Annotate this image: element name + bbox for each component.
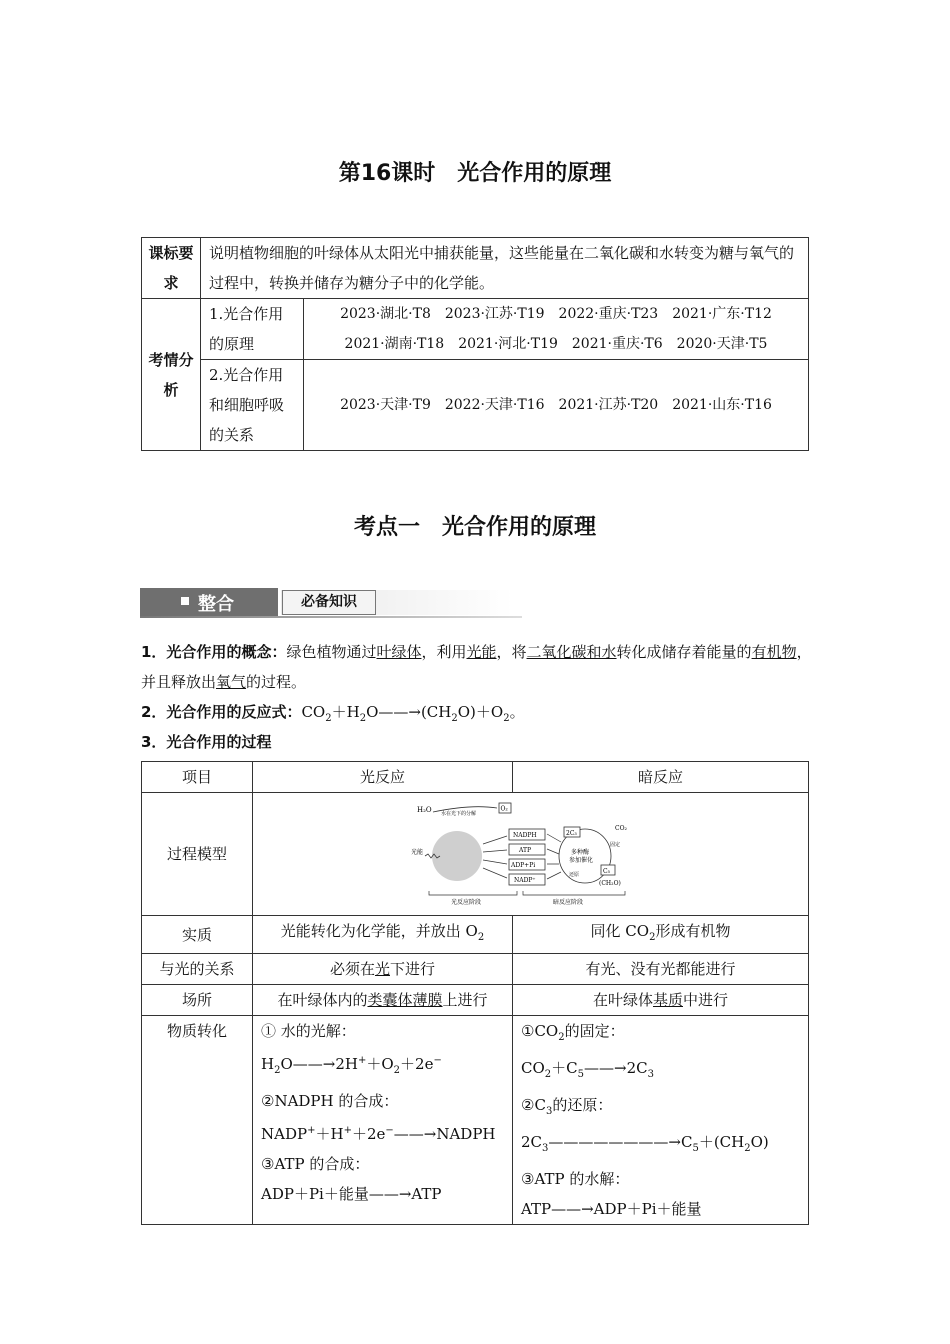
eq: 。: [509, 703, 525, 721]
blank-organic: 有机物: [751, 643, 797, 661]
square-bullet-icon: [181, 597, 189, 605]
text: 绿色植物通过: [286, 643, 377, 661]
light-step3-eq: ADP＋Pi＋能量——→ATP: [261, 1185, 442, 1203]
h2o-label: H₂O: [416, 806, 432, 814]
sub: 2: [274, 1065, 281, 1076]
text: 形成有机物: [655, 922, 731, 940]
row-relation-label: 与光的关系: [142, 954, 253, 985]
sub: 2: [393, 1065, 401, 1076]
enzyme-label-2: 参加催化: [568, 857, 593, 864]
text: 的过程。: [246, 673, 307, 691]
sub: 5: [577, 1069, 585, 1080]
dark-step1-eq: [521, 1053, 800, 1090]
row-model-label: 过程模型: [142, 793, 253, 916]
blank-light: 光: [374, 960, 390, 978]
enzyme-label-1: 多种酶: [570, 849, 589, 856]
blank-thylakoid: 类囊体薄膜: [367, 991, 443, 1009]
blank-co2-water: 二氧化碳和水: [526, 643, 617, 661]
atp-label: ATP: [518, 847, 531, 854]
co2-label: CO₂: [614, 825, 627, 832]
text: 在叶绿体: [592, 991, 653, 1009]
text: 同化 CO: [590, 922, 650, 940]
sub: 3: [542, 1143, 549, 1154]
blank-oxygen: 氧气: [216, 673, 247, 691]
text: ，并且释放出: [141, 643, 812, 691]
dark-step3: ③ATP 的水解：: [521, 1170, 630, 1188]
sup: −: [385, 1125, 394, 1136]
essence-light: [253, 916, 513, 954]
sub: 2: [744, 1143, 751, 1154]
eq-sub: 2: [503, 713, 510, 724]
process-model-cell: [253, 793, 809, 916]
analysis-label: 考情分析: [142, 299, 201, 451]
process-head: 3．光合作用的过程: [141, 733, 272, 751]
banner-label-integrate: 整合: [198, 594, 234, 615]
eq-sub: 2: [451, 713, 458, 724]
nadph-label: NADPH: [512, 832, 537, 839]
c5-label: C₅: [602, 868, 610, 875]
light-step1-eq: [261, 1046, 504, 1086]
sup: +: [357, 1055, 367, 1066]
concept-paragraph: [141, 637, 813, 697]
stage-brackets: [429, 891, 625, 895]
text: 光能转化为化学能，并放出 O: [280, 922, 478, 940]
curriculum-table: [141, 237, 809, 451]
blank-stroma: 基质: [652, 991, 683, 1009]
req-text: 说明植物细胞的叶绿体从太阳光中捕获能量，这些能量在二氧化碳和水转变为糖与氧气的过程中，转换并储存为糖分子中的化学能。: [201, 238, 809, 299]
eq: O)＋O: [457, 703, 504, 721]
blank-light-energy: 光能: [466, 643, 497, 661]
eq: ＋2e: [400, 1055, 434, 1073]
text: 上进行: [442, 991, 488, 1009]
stage-light-label: 光反应阶段: [450, 899, 481, 906]
light-label: 光能: [410, 849, 423, 856]
lesson-title: 第16课时 光合作用的原理: [338, 161, 612, 186]
essence-dark: [513, 916, 809, 954]
section-title: 考点一 光合作用的原理: [353, 515, 596, 540]
sup: +: [307, 1125, 316, 1136]
light-step2-eq: [261, 1116, 504, 1149]
header-light: 光反应: [253, 762, 513, 793]
text: 下进行: [390, 960, 436, 978]
topic1-exams-line1: 2023·湖北·T8 2023·江苏·T19 2022·重庆·T23 2021·广东·T12: [340, 306, 772, 322]
split-label: 水在光下的分解: [440, 811, 476, 817]
sub: 2: [649, 932, 656, 943]
dark-step1: [521, 1016, 800, 1053]
sup: −: [433, 1055, 442, 1066]
reduce-label: 还原: [568, 872, 579, 878]
site-dark: [513, 985, 809, 1016]
eq: O): [750, 1133, 769, 1151]
adppi-label: ADP+Pi: [510, 862, 535, 869]
light-step2: ②NADPH 的合成：: [261, 1092, 399, 1110]
req-label: 课标要求: [142, 238, 201, 299]
sub: 2: [544, 1069, 552, 1080]
topic1-exams-line2: 2021·湖南·T18 2021·河北·T19 2021·重庆·T6 2020·天津·T5: [344, 336, 768, 352]
text: 的固定：: [564, 1022, 625, 1040]
process-table: [141, 761, 809, 1225]
text: 必须在: [329, 960, 375, 978]
header-dark: 暗反应: [513, 762, 809, 793]
text: 转化成储存着能量的: [616, 643, 752, 661]
eq: ＋C: [551, 1059, 578, 1077]
dark-step3-eq: ATP——→ADP＋Pi＋能量: [521, 1200, 702, 1218]
blank-chloroplast: 叶绿体: [376, 643, 422, 661]
sub: 3: [647, 1069, 654, 1080]
topic2-exams: 2023·天津·T9 2022·天津·T16 2021·江苏·T20 2021·山东·T16: [304, 360, 809, 451]
nadp-label: NADP⁺: [513, 877, 536, 884]
topic1: 1.光合作用的原理: [201, 299, 304, 360]
ch2o-label: (CH₂O): [598, 880, 621, 887]
sup: +: [343, 1125, 352, 1136]
sub: 5: [692, 1143, 699, 1154]
text: 中进行: [683, 991, 729, 1009]
eq-sub: 2: [325, 713, 332, 724]
c3-label: 2C₃: [565, 830, 577, 837]
eq: H: [261, 1055, 275, 1073]
fix-label: 固定: [609, 842, 620, 848]
eq: O——→2H: [280, 1055, 358, 1073]
sub: 2: [558, 1032, 565, 1043]
row-essence-label: 实质: [142, 916, 253, 954]
text: 的还原：: [552, 1096, 613, 1114]
row-site-label: 场所: [142, 985, 253, 1016]
eq: ＋H: [331, 703, 360, 721]
banner-label-knowledge: 必备知识: [282, 590, 376, 615]
eq: ＋O: [366, 1055, 394, 1073]
text: ，将: [496, 643, 527, 661]
eq: ——→NADPH: [393, 1125, 496, 1143]
eq: ＋2e: [351, 1125, 386, 1143]
relation-light: [253, 954, 513, 985]
dark-step2: [521, 1090, 800, 1127]
process-heading: [141, 727, 813, 757]
stage-dark-label: 暗反应阶段: [552, 899, 583, 906]
text: 在叶绿体内的: [277, 991, 368, 1009]
matter-light: [253, 1016, 513, 1225]
text: ①CO: [521, 1022, 559, 1040]
eq: ＋(CH: [698, 1133, 745, 1151]
relation-dark: 有光、没有光都能进行: [513, 954, 809, 985]
eq: CO: [521, 1059, 545, 1077]
eq: ——→2C: [584, 1059, 648, 1077]
banner-underline: [140, 616, 522, 618]
light-step3: ③ATP 的合成：: [261, 1155, 370, 1173]
eq: ————————→C: [548, 1133, 693, 1151]
o2-label: O₂: [500, 805, 508, 813]
light-step1: ① 水的光解：: [261, 1022, 356, 1040]
text: ②C: [521, 1096, 546, 1114]
dark-step2-eq: [521, 1127, 800, 1164]
sub: 3: [545, 1106, 553, 1117]
sub: 2: [477, 932, 485, 943]
eq: 2C: [521, 1133, 543, 1151]
row-matter-label: 物质转化: [142, 1016, 253, 1225]
matter-dark: [513, 1016, 809, 1225]
header-item: 项目: [142, 762, 253, 793]
topic2: 2.光合作用和细胞呼吸的关系: [201, 360, 304, 451]
eq: O——→(CH: [366, 703, 452, 721]
concept-head: 1．光合作用的概念：: [141, 643, 287, 661]
site-light: [253, 985, 513, 1016]
eq-sub: 2: [359, 713, 367, 724]
equation-head: 2．光合作用的反应式：: [141, 703, 302, 721]
eq: CO: [301, 703, 326, 721]
section-banner: [140, 588, 522, 618]
text: ，利用: [421, 643, 467, 661]
eq: NADP: [261, 1125, 308, 1143]
eq: ＋H: [315, 1125, 344, 1143]
photosynthesis-diagram: [411, 798, 651, 910]
light-arrows: [483, 836, 507, 878]
topic1-exams: [304, 299, 809, 360]
